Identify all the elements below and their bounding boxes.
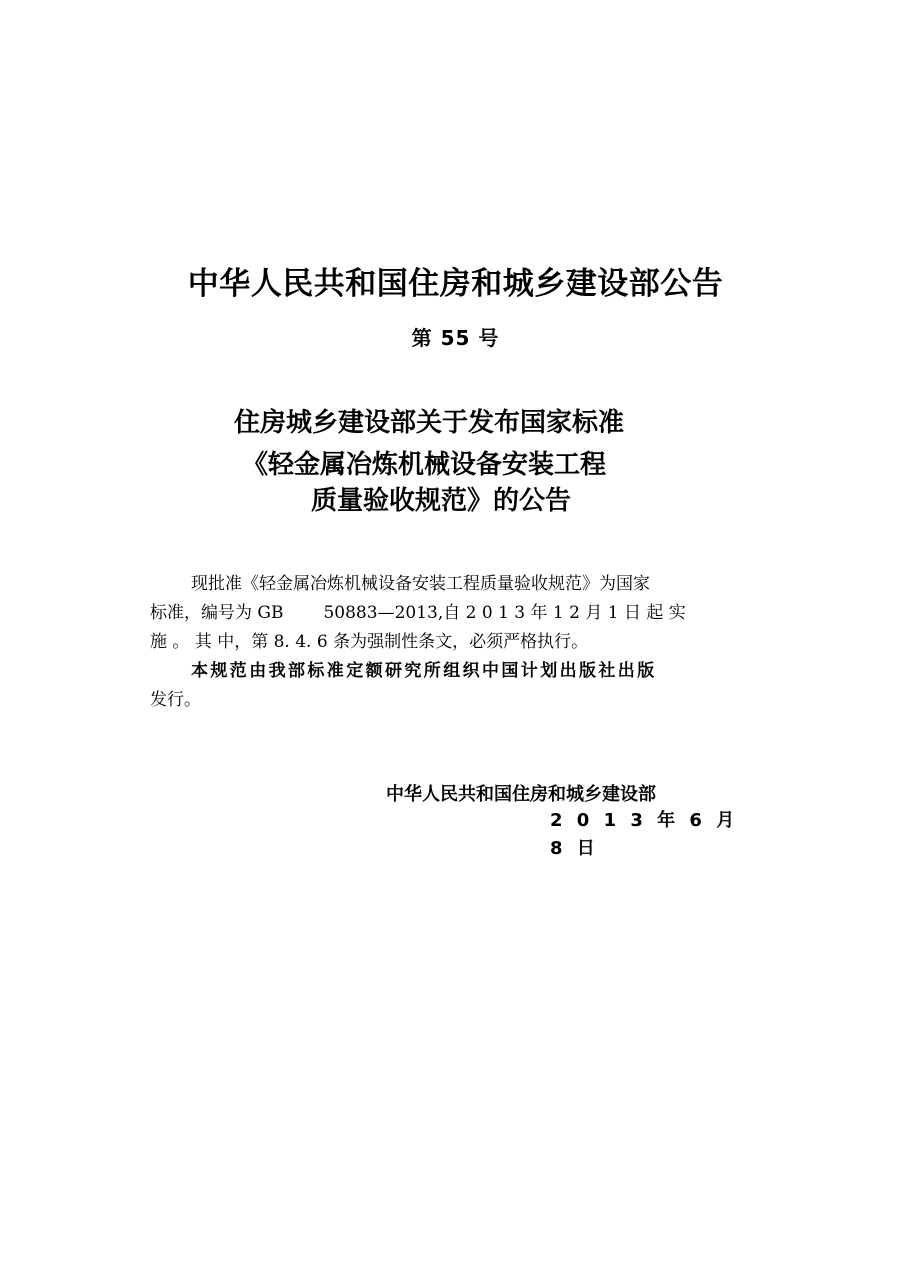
- subtitle-line-1: 住房城乡建设部关于发布国家标准: [234, 408, 625, 438]
- signature-date-line-1: 2 0 1 3 年 6 月: [550, 810, 739, 831]
- body-paragraph-1-line-1: 现批准《轻金属冶炼机械设备安装工程质量验收规范》为国家: [191, 574, 650, 594]
- standard-code: 50883—2013,: [323, 603, 444, 623]
- body-paragraph-2-line-2: 发行。: [150, 690, 201, 710]
- signature-issuer: 中华人民共和国住房和城乡建设部: [386, 784, 656, 805]
- subtitle-line-2: 《轻金属冶炼机械设备安装工程: [242, 450, 607, 480]
- signature-date-line-2: 8 日: [550, 838, 599, 859]
- body-paragraph-2-line-1: 本规范由我部标准定额研究所组织中国计划出版社出版: [191, 661, 657, 681]
- body-paragraph-1-line-2: [150, 599, 744, 628]
- announcement-title: 中华人民共和国住房和城乡建设部公告: [187, 266, 724, 302]
- standard-label: 标准，编号为 GB: [150, 603, 284, 623]
- effective-date-text: 自 2 0 1 3 年 1 2 月 1 日 起 实: [443, 603, 686, 623]
- body-paragraph-1-line-3: 施 。 其 中，第 8. 4. 6 条为强制性条文，必须严格执行。: [150, 632, 589, 652]
- subtitle-line-3: 质量验收规范》的公告: [311, 486, 572, 516]
- announcement-number: 第 55 号: [411, 326, 500, 350]
